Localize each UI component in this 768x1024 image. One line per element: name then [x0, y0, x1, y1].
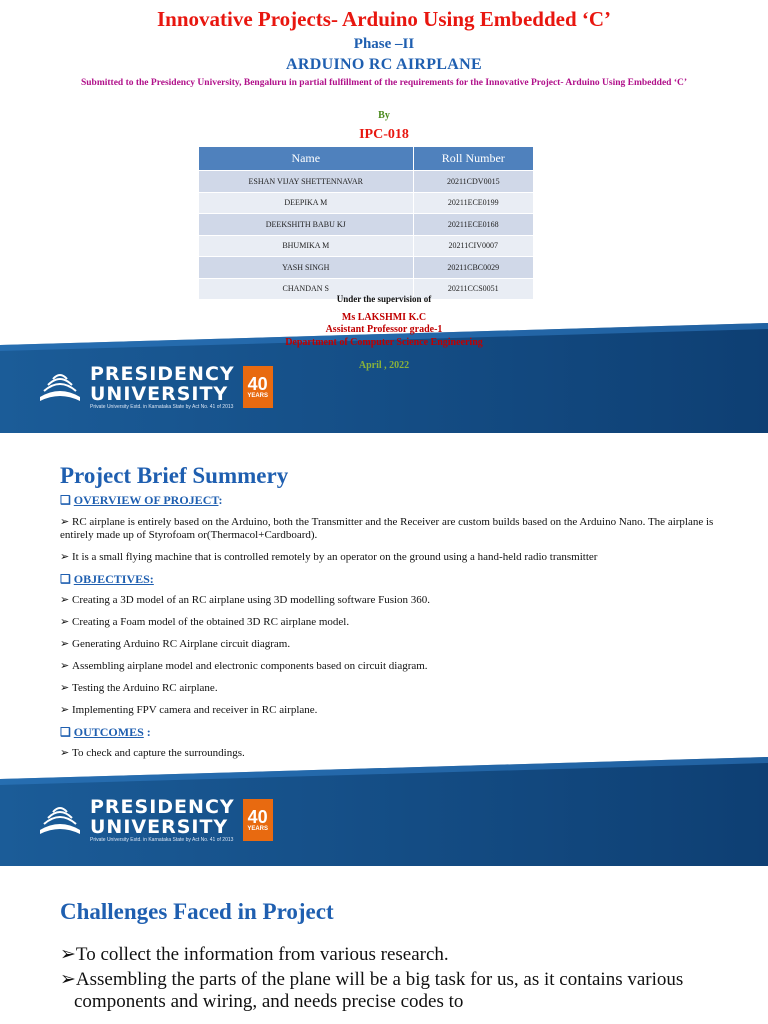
anniversary-badge [243, 366, 273, 408]
member-roll: 20211CCS0051 [413, 278, 533, 300]
logo-line-1: PRESIDENCY [90, 363, 235, 385]
arrow-bullet-icon: ➢ [60, 944, 76, 965]
member-roll: 20211CBC0029 [413, 257, 533, 279]
arrow-bullet-icon: ➢ [60, 594, 70, 606]
objective-item: ➢ Creating a Foam model of the obtained 3D RC airplane model. [60, 616, 350, 628]
team-table [198, 146, 534, 300]
member-name: YASH SINGH [199, 257, 414, 279]
supervisor-designation: Assistant Professor grade-1 [325, 324, 443, 335]
table-row [199, 192, 534, 214]
phase-label: Phase –II [353, 36, 415, 52]
slide-title: Challenges Faced in Project [60, 899, 334, 924]
by-label: By [378, 110, 390, 121]
member-roll: 20211ECE0168 [413, 214, 533, 236]
objective-item: ➢ Creating a 3D model of an RC airplane using 3D modelling software Fusion 360. [60, 594, 431, 606]
anniversary-badge [243, 799, 273, 841]
arrow-bullet-icon: ➢ [60, 747, 70, 759]
member-name: ESHAN VIJAY SHETTENNAVAR [199, 171, 414, 193]
badge-text: YEARS [247, 393, 268, 399]
logo-subtitle: Private University Estd. in Karnataka State by Act No. 41 of 2013 [90, 837, 234, 843]
table-header-roll: Roll Number [413, 147, 533, 171]
outcomes-heading: ❑ OUTCOMES : [60, 725, 151, 739]
challenges-slide [0, 867, 768, 1024]
overview-item: ➢ It is a small flying machine that is controlled remotely by an operator on the ground using a hand-held radio transmitter [60, 551, 598, 563]
arrow-bullet-icon: ➢ [60, 616, 70, 628]
table-header-name: Name [199, 147, 414, 171]
overview-item: ➢ RC airplane is entirely based on the Arduino, both the Transmitter and the Receiver are custom builds based on the Arduino Nano. The airplane is entirely made up of Styrofoam or(Thermacol+Cardboard). [60, 516, 714, 541]
checkbox-bullet-icon: ❑ [60, 493, 74, 507]
book-emblem-icon [36, 800, 84, 840]
checkbox-bullet-icon: ❑ [60, 725, 74, 739]
team-id: IPC-018 [359, 127, 409, 142]
objective-item: ➢ Generating Arduino RC Airplane circuit diagram. [60, 638, 291, 650]
arrow-bullet-icon: ➢ [60, 638, 70, 650]
logo-line-2: UNIVERSITY [90, 383, 229, 405]
university-logo [36, 797, 273, 843]
arrow-bullet-icon: ➢ [60, 704, 70, 716]
objective-item: ➢ Implementing FPV camera and receiver in RC airplane. [60, 704, 318, 716]
member-name: BHUMIKA M [199, 235, 414, 257]
member-name: CHANDAN S [199, 278, 414, 300]
table-row [199, 171, 534, 193]
overview-heading: ❑ OVERVIEW OF PROJECT: [60, 493, 223, 507]
table-row [199, 235, 534, 257]
book-emblem-icon [36, 367, 84, 407]
submission-note: Submitted to the Presidency University, Bengaluru in partial fulfillment of the requirements for the Innovative Project- Arduino Using Embedded ‘C’ [80, 78, 688, 88]
summary-slide [0, 433, 768, 866]
slide-title: Project Brief Summery [60, 463, 289, 488]
university-logo [36, 364, 273, 410]
objectives-heading: ❑ OBJECTIVES: [60, 572, 154, 586]
badge-number: 40 [247, 807, 268, 827]
table-row [199, 257, 534, 279]
member-roll: 20211ECE0199 [413, 192, 533, 214]
badge-number: 40 [247, 374, 268, 394]
arrow-bullet-icon: ➢ [60, 551, 70, 563]
supervisor-department: Department of Computer Science Engineering [285, 337, 483, 348]
arrow-bullet-icon: ➢ [60, 682, 70, 694]
checkbox-bullet-icon: ❑ [60, 572, 74, 586]
member-roll: 20211CIV0007 [413, 235, 533, 257]
challenge-item: ➢Assembling the parts of the plane will be a big task for us, as it contains various components and wiring, and needs precise codes to [60, 969, 684, 1012]
arrow-bullet-icon: ➢ [60, 969, 76, 990]
member-roll: 20211CDV0015 [413, 171, 533, 193]
outcome-item: ➢ To check and capture the surroundings. [60, 747, 245, 759]
member-name: DEEPIKA M [199, 192, 414, 214]
challenge-item: ➢To collect the information from various research. [60, 944, 449, 965]
course-title: Innovative Projects- Arduino Using Embedded ‘C’ [156, 7, 612, 31]
objective-item: ➢ Testing the Arduino RC airplane. [60, 682, 218, 694]
logo-line-2: UNIVERSITY [90, 816, 229, 838]
objective-item: ➢ Assembling airplane model and electronic components based on circuit diagram. [60, 660, 428, 672]
logo-line-1: PRESIDENCY [90, 796, 235, 818]
table-row [199, 214, 534, 236]
title-slide [0, 0, 768, 433]
arrow-bullet-icon: ➢ [60, 660, 70, 672]
supervision-label: Under the supervision of [336, 294, 432, 304]
member-name: DEEKSHITH BABU KJ [199, 214, 414, 236]
presentation-date: April , 2022 [358, 360, 410, 371]
project-title: ARDUINO RC AIRPLANE [286, 56, 482, 73]
supervisor-name: Ms LAKSHMI K.C [341, 312, 427, 323]
arrow-bullet-icon: ➢ [60, 516, 70, 528]
badge-text: YEARS [247, 826, 268, 832]
logo-subtitle: Private University Estd. in Karnataka State by Act No. 41 of 2013 [90, 404, 234, 410]
